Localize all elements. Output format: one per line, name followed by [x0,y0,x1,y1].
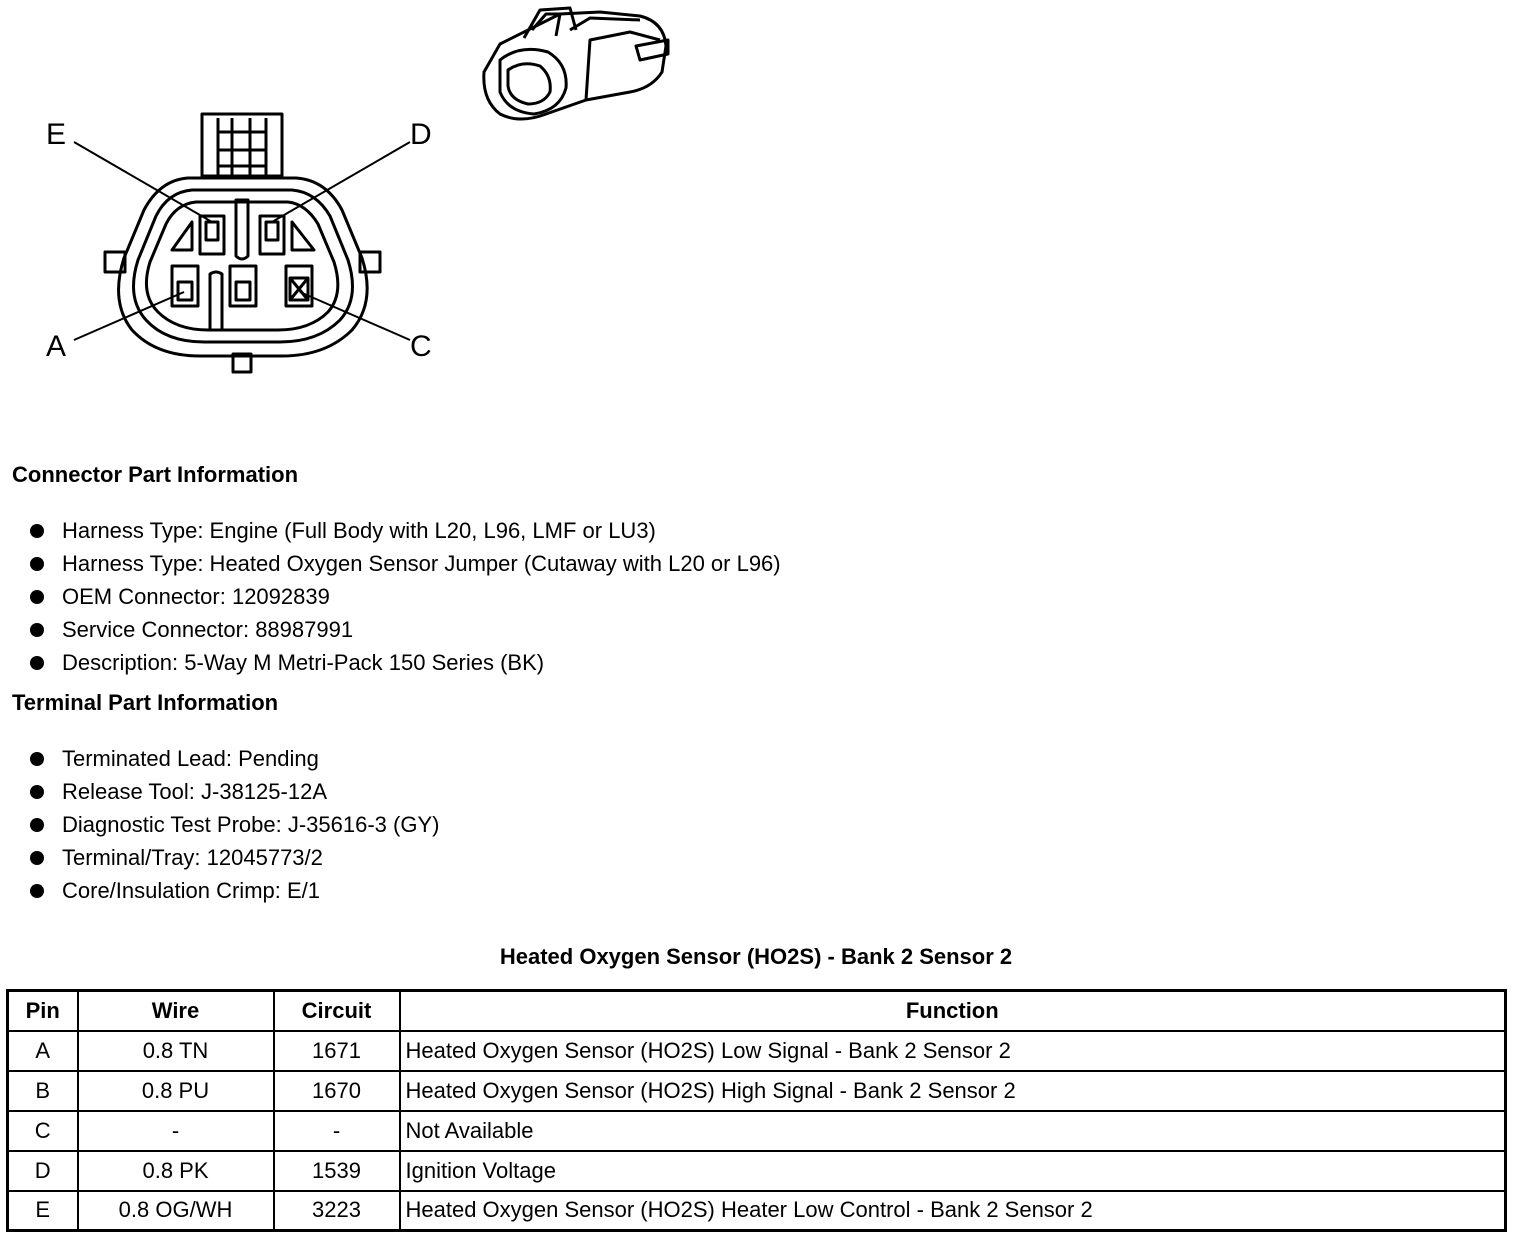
table-row [8,1191,1506,1231]
cell-wire: 0.8 PK [78,1151,274,1191]
leader-line-a [74,292,184,340]
cell-circuit: - [274,1111,400,1151]
connector-3d-illustration [484,8,668,119]
cell-circuit: 1539 [274,1151,400,1191]
cell-wire: 0.8 OG/WH [78,1191,274,1231]
cell-pin: C [8,1111,78,1151]
table-row [8,1111,1506,1151]
list-item: Description: 5-Way M Metri-Pack 150 Series (BK) [0,646,781,679]
header-circuit: Circuit [274,991,400,1031]
cavity-c [286,266,312,306]
cell-wire: 0.8 PU [78,1071,274,1111]
table-row [8,1031,1506,1071]
list-item: Diagnostic Test Probe: J-35616-3 (GY) [0,808,439,841]
terminal-part-info-title: Terminal Part Information [12,690,279,715]
cell-circuit: 1670 [274,1071,400,1111]
cell-pin: D [8,1151,78,1191]
list-item: Harness Type: Engine (Full Body with L20, L96, LMF or LU3) [0,514,781,547]
label-e: E [46,118,67,151]
cell-circuit: 1671 [274,1031,400,1071]
cell-circuit: 3223 [274,1191,400,1231]
header-function: Function [400,991,1506,1031]
list-item: Release Tool: J-38125-12A [0,775,439,808]
wedge-left [172,222,192,250]
connector-part-info-list [0,514,781,679]
label-d: D [410,118,432,151]
pinout-table [6,989,1507,1232]
cell-wire: 0.8 TN [78,1031,274,1071]
cell-function: Heated Oxygen Sensor (HO2S) Low Signal - Bank 2 Sensor 2 [400,1031,1506,1071]
list-item: Harness Type: Heated Oxygen Sensor Jumper (Cutaway with L20 or L96) [0,547,781,580]
cell-wire: - [78,1111,274,1151]
leader-line-c [300,292,410,340]
list-item: OEM Connector: 12092839 [0,580,781,613]
list-item: Core/Insulation Crimp: E/1 [0,874,439,907]
cell-function: Heated Oxygen Sensor (HO2S) High Signal - Bank 2 Sensor 2 [400,1071,1506,1111]
wedge-right [292,222,314,250]
list-item: Service Connector: 88987991 [0,613,781,646]
label-a: A [46,330,67,363]
pinout-table-title: Heated Oxygen Sensor (HO2S) - Bank 2 Sensor 2 [499,944,1013,969]
header-wire: Wire [78,991,274,1031]
connector-latch [202,114,282,176]
cell-pin: A [8,1031,78,1071]
key-rib-bottom [210,272,222,330]
table-header-row [8,991,1506,1031]
list-item: Terminal/Tray: 12045773/2 [0,841,439,874]
connector-part-info-title: Connector Part Information [12,462,299,487]
header-pin: Pin [8,991,78,1031]
key-rib-top [236,200,248,259]
terminal-part-info-list [0,742,439,907]
cell-pin: E [8,1191,78,1231]
table-row [8,1151,1506,1191]
connector-diagram [0,0,700,420]
list-item: Terminated Lead: Pending [0,742,439,775]
cell-function: Heated Oxygen Sensor (HO2S) Heater Low Control - Bank 2 Sensor 2 [400,1191,1506,1231]
cell-function: Ignition Voltage [400,1151,1506,1191]
label-c: C [410,330,432,363]
cell-pin: B [8,1071,78,1111]
table-row [8,1071,1506,1111]
cavity-b [230,266,256,306]
cavity-a [172,266,198,306]
cell-function: Not Available [400,1111,1506,1151]
